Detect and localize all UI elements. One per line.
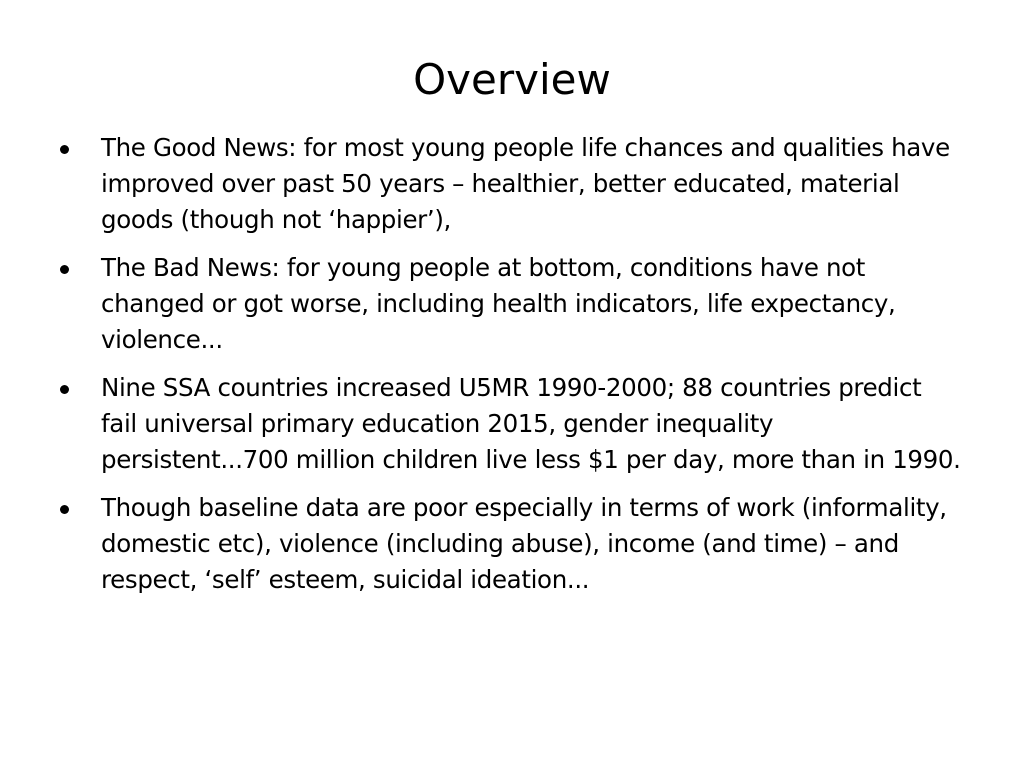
slide-title: Overview (413, 55, 611, 104)
bullet-item (58, 130, 963, 238)
bullet-text: The Good News: for most young people life chances and qualities have improved over past 50 years – healthier, better educated, material goods (though not ‘happier’), (101, 133, 950, 234)
bullet-item (58, 490, 963, 598)
bullet-text: Though baseline data are poor especially in terms of work (informality, domestic etc), violence (including abuse), income (and time) – and respect, ‘self’ esteem, suicidal ideation... (101, 493, 947, 594)
bullet-marker (60, 385, 69, 394)
bullet-marker (60, 505, 69, 514)
bullet-marker (60, 145, 69, 154)
bullet-text: The Bad News: for young people at bottom, conditions have not changed or got worse, including health indicators, life expectancy, violence... (101, 253, 896, 354)
bullet-item (58, 370, 963, 478)
bullet-list (58, 130, 963, 610)
bullet-marker (60, 265, 69, 274)
bullet-item (58, 250, 963, 358)
bullet-text: Nine SSA countries increased U5MR 1990-2000; 88 countries predict fail universal primary education 2015, gender inequality persistent...700 million children live less $1 per day, more than in 1990. (101, 373, 961, 474)
